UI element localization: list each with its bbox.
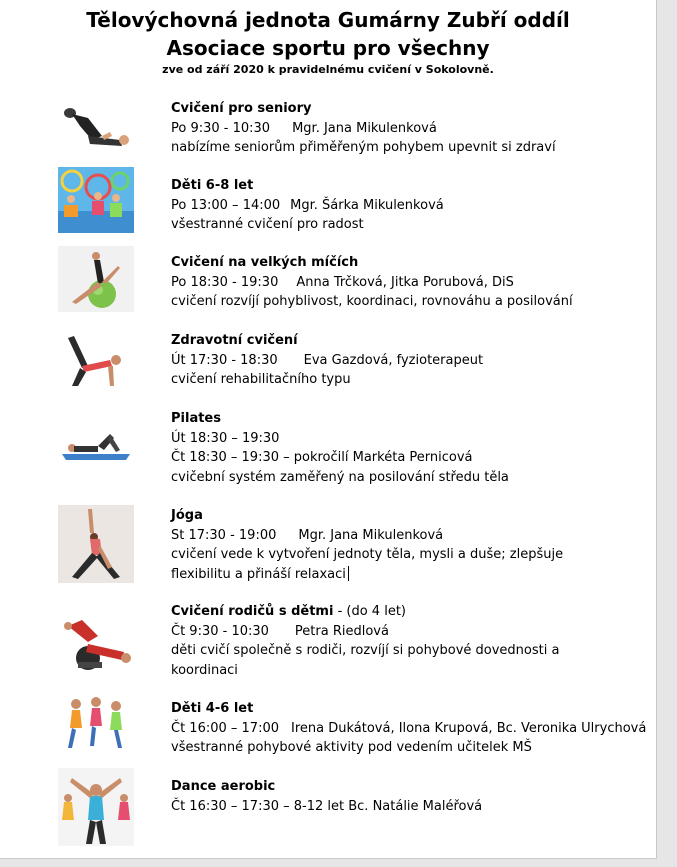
entry-title: Dance aerobic [171,779,276,794]
title-line-2: Asociace sportu pro všechny [166,36,490,60]
entry-pilates [171,409,641,487]
entry-dance-aerobic [171,777,641,816]
entry-time: Po 13:00 – 14:00 [171,197,281,213]
entry-parents-children [171,602,641,680]
children-gym-photo-icon [58,167,134,233]
entry-title: Zdravotní cvičení [171,333,298,348]
document-header [0,6,656,77]
entry-instructor: Anna Trčková, Jitka Porubová, DiS [296,274,514,290]
health-exercise-photo-icon [58,330,134,396]
entry-time: Čt 9:30 - 10:30 [171,623,269,639]
entry-big-balls [171,253,641,312]
entry-description: nabízíme seniorům přiměřeným pohybem upevnit si zdraví [171,140,556,155]
entry-time-advanced: Čt 18:30 – 19:30 – pokročilí Markéta Pernicová [171,450,473,465]
entry-time: Čt 16:30 – 17:30 – 8-12 let Bc. Natálie Maléřová [171,798,483,814]
yoga-photo-icon [58,505,134,583]
entry-instructor: Mgr. Šárka Mikulenková [290,197,444,213]
entry-title: Cvičení pro seniory [171,101,312,116]
entry-yoga [171,506,641,584]
title-line-1: Tělovýchovná jednota Gumárny Zubří oddíl [86,8,570,32]
entry-title: Děti 6-8 let [171,178,254,193]
entry-description: cvičení rehabilitačního typu [171,372,351,387]
entry-title: Jóga [171,508,203,523]
entry-instructor: Mgr. Jana Mikulenková [292,120,437,136]
entry-description: všestranné cvičení pro radost [171,217,364,232]
fitball-photo-icon [58,246,134,312]
entry-description: děti cvičí společně s rodiči, rozvíjí si pohybové dovednosti a koordinaci [171,643,560,678]
entry-instructor: Eva Gazdová, fyzioterapeut [303,352,484,368]
parents-children-photo-icon [58,606,134,676]
entry-children-6-8 [171,176,641,235]
entry-description: cvičení rozvíjí pohyblivost, koordinaci, rovnováhu a posilování [171,294,573,309]
entry-seniors [171,99,641,158]
kids-jumping-photo-icon [58,690,134,756]
entry-time: Po 18:30 - 19:30 [171,274,279,290]
entry-instructor: Mgr. Jana Mikulenková [298,527,444,543]
entry-time: Po 9:30 - 10:30 [171,120,271,136]
entry-description: všestranné pohybové aktivity pod vedením učitelek MŠ [171,740,532,755]
window-background [657,0,677,867]
text-cursor [348,566,349,581]
subtitle: zve od září 2020 k pravidelnému cvičení v Sokolovně. [162,63,494,76]
pilates-photo-icon [58,410,134,476]
entry-health-exercise [171,331,641,390]
entry-title: Cvičení na velkých míčích [171,255,359,270]
entry-time: Čt 16:00 – 17:00 [171,720,279,736]
entry-description: cvičební systém zaměřený na posilování středu těla [171,469,509,485]
entry-time: Út 18:30 – 19:30 [171,430,280,446]
entry-description: cvičení vede k vytvoření jednoty těla, mysli a duše; zlepšuje flexibilitu a přináší relaxaci [171,547,564,582]
senior-exercise-photo-icon [58,96,134,162]
entry-title: Cvičení rodičů s dětmi [171,604,334,619]
entry-title-suffix: - (do 4 let) [333,604,406,619]
entry-time: Út 17:30 - 18:30 [171,352,278,368]
entry-children-4-6 [171,699,647,758]
entry-instructor: Irena Dukátová, Ilona Krupová, Bc. Veronika Ulrychová [291,720,647,736]
dance-aerobic-photo-icon [58,768,134,846]
entry-title: Děti 4-6 let [171,701,254,716]
entry-time: St 17:30 - 19:00 [171,527,277,543]
entry-instructor: Petra Riedlová [294,623,389,639]
entry-title: Pilates [171,411,221,426]
